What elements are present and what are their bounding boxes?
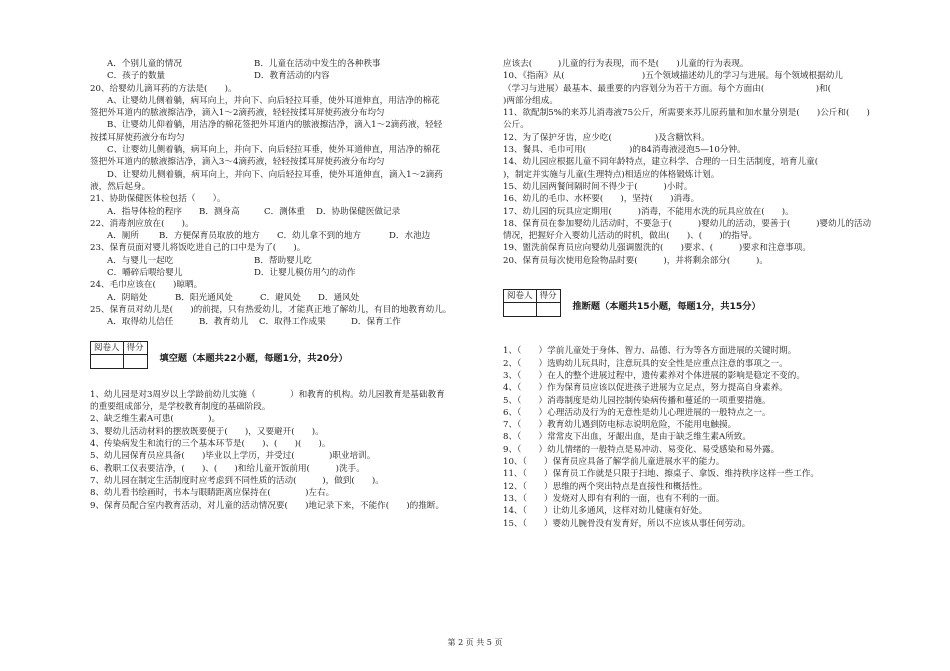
score-table-grader-label: 阅卷人 (91, 341, 124, 354)
fill-item: 16、幼儿的毛巾、水杯要( )，坚持( )消毒。 (503, 194, 700, 205)
score-table-score-label: 得分 (123, 341, 147, 354)
q23-option-a: A．与婴儿一起吃 (107, 255, 174, 266)
q25-option-d: D．保育工作 (351, 317, 401, 328)
q25-option-c: C．取得工作成果 (259, 317, 326, 328)
q22-stem: 22、消毒剂应放在( )。 (90, 218, 194, 229)
fill-item: 18、保育员在参加婴幼儿活动时，不要急于( )婴幼儿的活动，要善于( )婴幼儿的活动 (503, 218, 872, 229)
q22-option-d: D．水池边 (389, 231, 431, 242)
q19-option-c: C．孩子的数量 (107, 71, 166, 82)
fill-item: 13、餐具、毛巾可用( )的84消毒液浸泡5—10分钟。 (503, 145, 746, 156)
fill-item: 8、幼儿看书绘画时，书本与眼睛距离应保持在( )左右。 (90, 488, 335, 499)
fill-item: 3、婴幼儿活动材料的摆放既要便于( )，又要避开( )。 (90, 426, 324, 437)
fill-item: 1、幼儿园是对3周岁以上学龄前幼儿实施（ ）和教育的机构。幼儿园教育是基础教育 (90, 389, 445, 400)
fill-item: 7、幼儿园在制定生活制度时应考虑到不同性质的活动( )，做到( )。 (90, 475, 384, 486)
score-table (90, 341, 148, 369)
fill-item: 12、为了保护牙齿，应少吃( )及含糖饮料。 (503, 132, 710, 143)
fill-section-header (90, 341, 480, 369)
q21-option-c: C．测体重 (264, 206, 305, 217)
q20-line: D、让婴幼儿侧着躺，病耳向上，并向下、向后轻拉耳垂，使外耳道伸直，滴入1～2滴药 (107, 169, 443, 180)
fill-item: （学习与进展）最基本、最重要的内容划分为若干方面。每个方面由( )和( (503, 83, 849, 94)
judge-item: 3、（ ）在人的整个进展过程中，遗传素养对个体进展的影响是稳定不变的。 (503, 370, 805, 381)
q23-options (90, 255, 480, 267)
q25-option-a: A．取得幼儿信任 (107, 317, 174, 328)
judge-section-header (503, 289, 895, 317)
score-table-score-label: 得分 (536, 290, 560, 303)
judge-item: 2、（ ）选购幼儿玩具时，注意玩具的安全性是应重点注意的事项之一。 (503, 358, 788, 369)
section-title: 推断题（本题共15小题，每题1分，共15分） (572, 301, 761, 313)
fill-item: 19、盥洗前保育员应向婴幼儿强调盥洗的( )要求、( )要求和注意事项。 (503, 243, 811, 254)
fill-item: 15、幼儿园两餐间隔时间不得少于( )小时。 (503, 181, 693, 192)
q20-line: 按揉耳屏使药液分布均匀 (90, 132, 185, 143)
q24-stem: 24、毛巾应该在( )晾晒。 (90, 280, 203, 291)
fill-item: 应该去( )儿童的行为表现，而不是( )儿童的行为表现。 (503, 59, 749, 69)
section-title: 填空题（本题共22小题，每题1分，共20分） (159, 352, 348, 364)
page-footer: 第 2 页 共 5 页 (447, 638, 503, 647)
judge-item: 15、（ ）婴幼儿腕骨没有发育好，所以不应该从事任何劳动。 (503, 518, 751, 529)
q24-option-a: A．阴暗处 (107, 292, 148, 303)
q19-option-b: B．儿童在活动中发生的各种秩事 (254, 59, 381, 69)
fill-item: 20、保育员每次使用危险物品时要( )，并将剩余部分( )。 (503, 255, 768, 266)
score-table (503, 289, 561, 317)
q19-options-2 (90, 70, 480, 82)
q22-option-a: A．厕所 (107, 231, 139, 242)
q24-options (90, 292, 480, 304)
judge-item: 14、（ ）让幼儿多通风，这样对幼儿健康有好处。 (503, 506, 708, 517)
judge-item: 12、（ ）思维的两个突出特点是直接性和概括性。 (503, 481, 708, 492)
q22-option-c: C．幼儿拿不到的地方 (277, 231, 361, 242)
q20-line: 签把外耳道内的脓液擦洁净，滴入1～2滴药液，轻轻按揉耳屏使药液分布均匀 (90, 108, 385, 119)
fill-item: 情况，把握好介入婴幼儿活动的时机，做出( )、( )的指导。 (503, 231, 758, 242)
q23-options-2 (90, 267, 480, 279)
fill-item: 10、《指南》从( )五个领域描述幼儿的学习与进展。每个领域根据幼儿 (503, 71, 843, 82)
q23-option-b: B．帮助婴儿吃 (254, 255, 312, 266)
q25-option-b: B．教育幼儿 (199, 317, 249, 328)
q22-option-b: B．方便保育员取放的地方 (159, 231, 260, 242)
fill-item: 2、缺乏维生素A可患( )。 (90, 414, 221, 425)
q19-options (90, 58, 480, 70)
fill-item: 11、欲配制5%的来苏儿消毒液75公斤，所需要来苏儿原药量和加水量分别是( )公斤和( ) (503, 108, 870, 119)
fill-item: 17、幼儿园的玩具应定期用( )消毒，不能用水洗的玩具应放在( )。 (503, 206, 794, 217)
q19-option-d: D．教育活动的内容 (254, 71, 330, 82)
q20-line: C、让婴幼儿侧着躺，病耳向上，并向下、向后轻拉耳垂，使外耳道伸直，用洁净的棉花 (107, 145, 441, 156)
fill-item: 公斤。 (503, 120, 529, 131)
score-table-grader-cell (504, 303, 537, 317)
q20-line: 液，然后起身。 (90, 181, 151, 192)
q25-stem: 25、保育员对幼儿是( )的前提，只有热爱幼儿，才能真正地了解幼儿，有目的地教育幼儿。 (90, 304, 452, 315)
fill-item: 的重要组成部分，是学校教育制度的基础阶段。 (90, 402, 271, 413)
fill-item: )两部分组成。 (503, 95, 558, 106)
q20-line: 签把外耳道内的脓液擦洁净，滴入3～4滴药液，轻轻按揉耳屏使药液分布均匀 (90, 157, 385, 168)
judge-item: 10、（ ）保育员应具备了解学前儿童进展水平的能力。 (503, 457, 725, 468)
q23-option-d: D．让婴儿模仿用勺的动作 (254, 268, 356, 279)
fill-item: 6、教职工仪表要洁净，( )、( )和给儿童开饭前用( )洗手。 (90, 463, 365, 474)
q20-line: B、让婴幼儿仰着躺，用洁净的棉花签把外耳道内的脓液擦洁净，滴入1～2滴药液，轻轻 (107, 120, 443, 131)
score-table-grader-cell (91, 354, 124, 368)
judge-item: 13、（ ）发烧对人即有有利的一面，也有不利的一面。 (503, 493, 725, 504)
judge-item: 1、（ ）学前儿童处于身体、智力、品德、行为等各方面进展的关键时期。 (503, 346, 797, 357)
q24-option-b: B．阳光通风处 (175, 292, 233, 303)
fill-item: 5、幼儿园保育员应具备( )毕业以上学历，并受过( )职业培训。 (90, 451, 376, 462)
left-column (90, 58, 480, 512)
fill-item: 4、传染病发生和流行的三个基本环节是( )、( )( )。 (90, 439, 331, 450)
q25-options (90, 316, 480, 328)
judge-item: 4、（ ）作为保育员应该以促进孩子进展为立足点，努力提高自身素养。 (503, 383, 788, 394)
q21-stem: 21、协助保健医体检包括（ ）。 (90, 194, 226, 205)
right-column (503, 58, 895, 530)
q21-option-b: B．测身高 (199, 206, 240, 217)
q22-options (90, 230, 480, 242)
q21-option-d: D．协助保健医做记录 (316, 206, 401, 217)
fill-item: 9、保育员配合室内教育活动，对儿童的活动情况要( )地记录下来，不能作( )的推断。 (90, 500, 445, 511)
fill-item: 14、幼儿园应根据儿童不同年龄特点，建立科学、合理的一日生活制度，培育儿童( (503, 157, 844, 168)
judge-item: 9、（ ）幼儿情绪的一般特点是易冲动、易变化、易受感染和易外露。 (503, 444, 780, 455)
q20-stem: 20、给婴幼儿滴耳药的方法是( )。 (90, 83, 237, 94)
judge-item: 7、（ ）教育幼儿遇到防电标志说明危险，不能用电触摸。 (503, 420, 737, 431)
q24-option-d: D．通风处 (318, 292, 360, 303)
fill-item: )，制定并实施与儿童(生理特点)相适应的体格锻炼计划。 (503, 169, 720, 180)
judge-item: 11、（ ）保育员工作就是只限于扫地、擦桌子、拿饭、维持秩序这样一些工作。 (503, 469, 820, 480)
q23-stem: 23、保育员面对婴儿将饭吃进自己的口中是为了( )。 (90, 243, 306, 254)
score-table-score-cell (123, 354, 147, 368)
judge-item: 8、（ ）常常皮下出血，牙龈出血，是由于缺乏维生素A所致。 (503, 432, 752, 443)
q21-options (90, 206, 480, 218)
judge-item: 6、（ ）心理活动及行为的无意性是幼儿心理进展的一般特点之一。 (503, 407, 771, 418)
q20-line: A、让婴幼儿侧着躺，病耳向上，并向下、向后轻拉耳垂，使外耳道伸直，用洁净的棉花 (107, 95, 440, 106)
q19-option-a: A．个别儿童的情况 (107, 59, 182, 69)
q23-option-c: C．嚼碎后喂给婴儿 (107, 268, 183, 279)
q21-option-a: A．指导体检的程序 (107, 206, 182, 217)
judge-item: 5、（ ）消毒制度是幼儿园控制传染病传播和蔓延的一项重要措施。 (503, 395, 771, 406)
q24-option-c: C．避风处 (260, 292, 301, 303)
score-table-grader-label: 阅卷人 (504, 290, 537, 303)
score-table-score-cell (536, 303, 560, 317)
